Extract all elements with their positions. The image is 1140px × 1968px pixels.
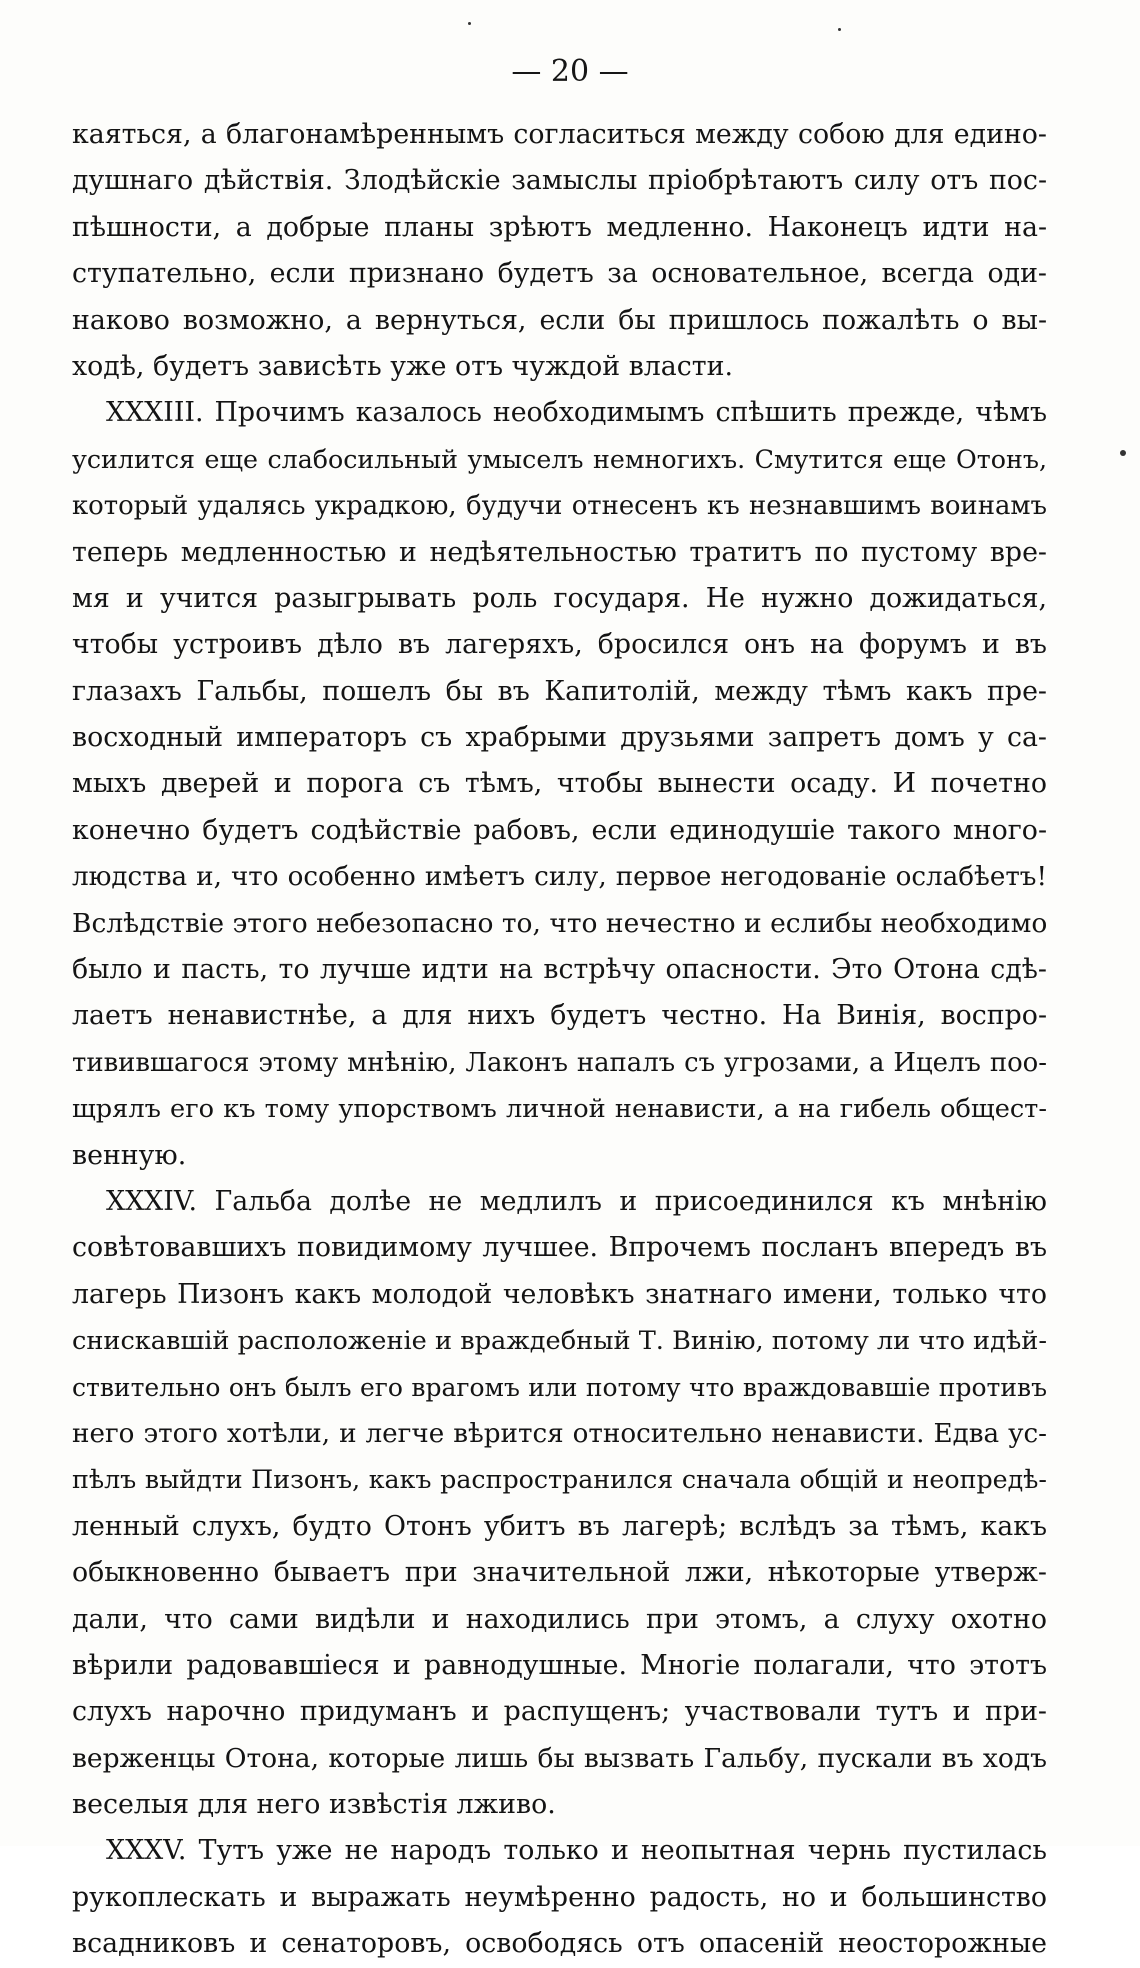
text-line: ступательно, если признано будетъ за основательное, всегда оди- bbox=[72, 258, 1047, 290]
text-line: ствительно онъ былъ его врагомъ или потому что враждовавшіе противъ bbox=[72, 1372, 1047, 1402]
ink-speck-top-right bbox=[838, 28, 841, 31]
text-line: мя и учится разыгрывать роль государя. Не нужно дожидаться, bbox=[72, 582, 1047, 614]
text-line: ленный слухъ, будто Отонъ убитъ въ лагерѣ; вслѣдъ за тѣмъ, какъ bbox=[72, 1510, 1047, 1542]
section-heading-line: XXXIV. Гальба долѣе не медлилъ и присоединился къ мнѣнію bbox=[106, 1185, 1047, 1217]
text-line: верженцы Отона, которые лишь бы вызвать Гальбу, пускали въ ходъ bbox=[72, 1742, 1047, 1774]
text-line: людства и, что особенно имѣетъ силу, первое негодованіе ослабѣетъ! bbox=[72, 862, 1047, 893]
text-line: теперь медленностью и недѣятельностью тратитъ по пустому вре- bbox=[72, 536, 1047, 568]
text-line: ходѣ, будетъ зависѣть уже отъ чуждой власти. bbox=[72, 350, 733, 382]
section-heading-line: XXXIII. Прочимъ казалось необходимымъ спѣшить прежде, чѣмъ bbox=[106, 397, 1047, 429]
text-line: обыкновенно бываетъ при значительной лжи, нѣкоторые утверж- bbox=[72, 1557, 1047, 1589]
text-line: пѣшности, а добрые планы зрѣютъ медленно. Наконецъ идти на- bbox=[72, 211, 1047, 243]
text-line: совѣтовавшихъ повидимому лучшее. Впрочемъ посланъ впередъ въ bbox=[72, 1232, 1047, 1264]
body-text bbox=[72, 112, 1047, 1968]
text-line: щрялъ его къ тому упорствомъ личной ненависти, а на гибель общест- bbox=[72, 1094, 1047, 1125]
text-line: всадниковъ и сенаторовъ, освободясь отъ опасеній неосторожные bbox=[72, 1928, 1047, 1960]
text-line: усилится еще слабосильный умыселъ немногихъ. Смутится еще Отонъ, bbox=[72, 444, 1047, 474]
text-line: лаетъ ненавистнѣе, а для нихъ будетъ честно. На Винія, воспро- bbox=[72, 1000, 1047, 1032]
page-number: — 20 — bbox=[511, 54, 629, 89]
text-line: мыхъ дверей и порога съ тѣмъ, чтобы вынести осаду. И почетно bbox=[72, 768, 1047, 800]
text-line: рукоплескать и выражать неумѣренно радость, но и большинство bbox=[72, 1881, 1047, 1913]
text-line: Вслѣдствіе этого небезопасно то, что нечестно и еслибы необходимо bbox=[72, 907, 1048, 939]
text-line: дали, что сами видѣли и находились при этомъ, а слуху охотно bbox=[72, 1603, 1047, 1635]
text-line: который удалясь украдкою, будучи отнесенъ къ незнавшимъ воинамъ bbox=[72, 491, 1047, 522]
text-line: слухъ нарочно придуманъ и распущенъ; участвовали тутъ и при- bbox=[72, 1696, 1047, 1728]
section-heading-line: XXXV. Тутъ уже не народъ только и неопытная чернь пустилась bbox=[106, 1835, 1047, 1867]
text-line: восходный императоръ съ храбрыми друзьями запретъ домъ у са- bbox=[72, 722, 1047, 754]
text-line: наково возможно, а вернуться, если бы пришлось пожалѣть о вы- bbox=[72, 304, 1047, 336]
text-line: вѣрили радовавшіеся и равнодушные. Многіе полагали, что этотъ bbox=[72, 1649, 1047, 1681]
text-line: венную. bbox=[72, 1139, 187, 1171]
text-line: каяться, а благонамѣреннымъ согласиться между собою для едино- bbox=[72, 119, 1047, 150]
text-line: конечно будетъ содѣйствіе рабовъ, если единодушіе такого много- bbox=[72, 814, 1047, 846]
text-line: пѣлъ выйдти Пизонъ, какъ распространился сначала общій и неопредѣ- bbox=[72, 1465, 1047, 1495]
text-line: глазахъ Гальбы, пошелъ бы въ Капитолій, между тѣмъ какъ пре- bbox=[72, 675, 1047, 707]
text-line: чтобы устроивъ дѣло въ лагеряхъ, бросился онъ на форумъ и въ bbox=[72, 629, 1047, 661]
text-line: снискавшій расположеніе и враждебный Т. Винію, потому ли что идѣй- bbox=[72, 1326, 1047, 1357]
text-line: было и пасть, то лучше идти на встрѣчу опасности. Это Отона сдѣ- bbox=[72, 954, 1047, 986]
text-line: душнаго дѣйствія. Злодѣйскіе замыслы пріобрѣтаютъ силу отъ пос- bbox=[72, 165, 1047, 197]
text-line: него этого хотѣли, и легче вѣрится относительно ненависти. Едва ус- bbox=[72, 1418, 1047, 1449]
text-line: лагерь Пизонъ какъ молодой человѣкъ знатнаго имени, только что bbox=[72, 1278, 1047, 1310]
ink-speck-top bbox=[468, 22, 471, 25]
text-line: тивившагося этому мнѣнію, Лаконъ напалъ съ угрозами, а Ицелъ поо- bbox=[72, 1047, 1047, 1078]
text-line: веселыя для него извѣстія лживо. bbox=[72, 1789, 556, 1821]
ink-speck-margin bbox=[1120, 450, 1126, 456]
